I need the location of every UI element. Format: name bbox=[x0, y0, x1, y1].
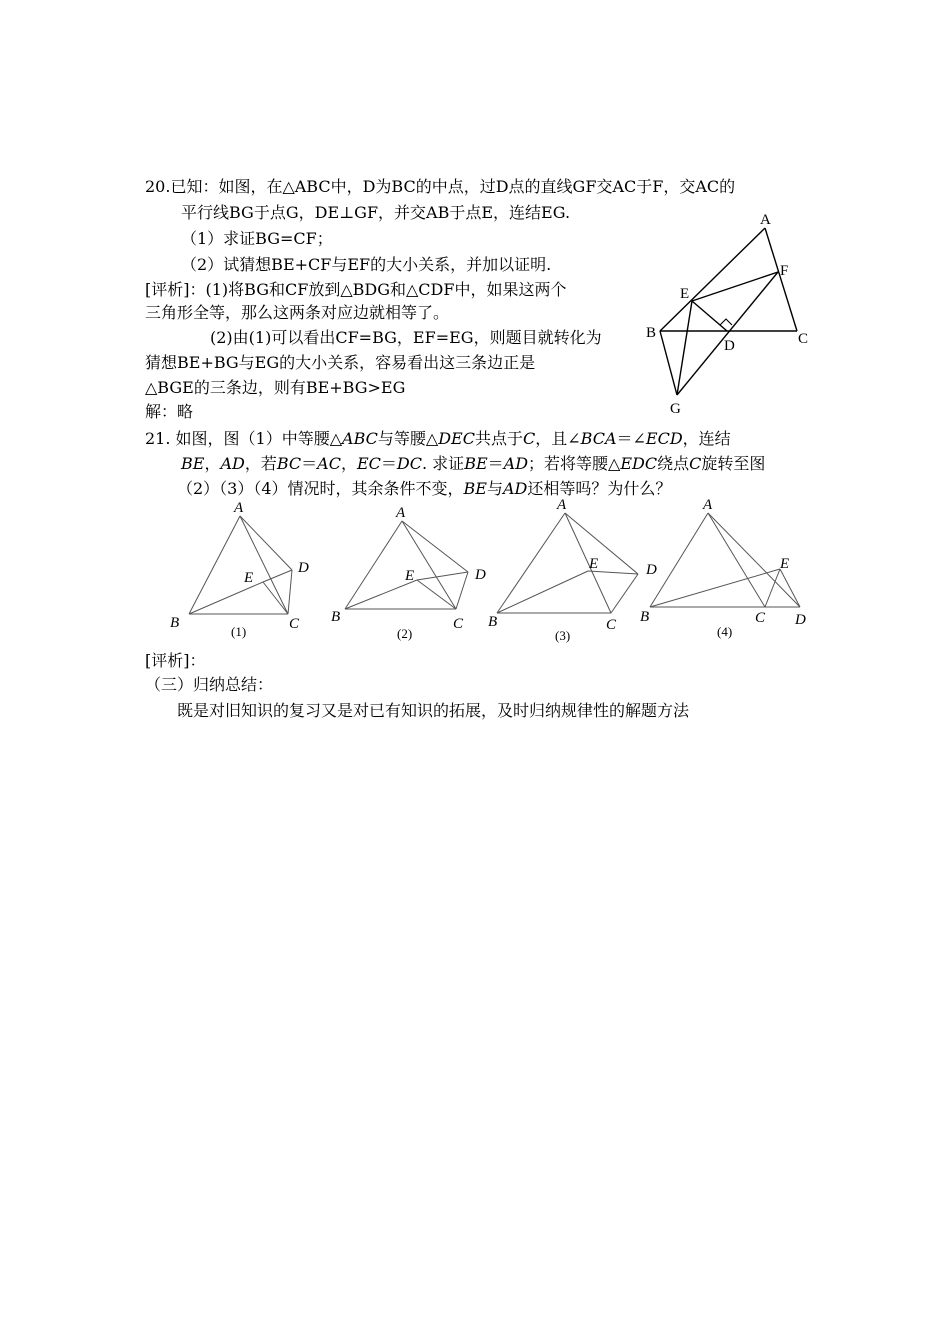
fig21-4-label-b: B bbox=[640, 609, 650, 625]
problem-20-question-1: （1）求证BG=CF； bbox=[181, 229, 333, 248]
fig20-label-g: G bbox=[670, 401, 681, 417]
problem-20-analysis-3: (2)由(1)可以看出CF=BG，EF=EG，则题目就转化为 bbox=[210, 328, 602, 347]
fig21-3-label-a: A bbox=[557, 497, 567, 513]
summary-text: 既是对旧知识的复习又是对已有知识的拓展，及时归纳规律性的解题方法 bbox=[177, 701, 690, 720]
fig20-label-e: E bbox=[680, 286, 690, 302]
fig21-1-label-d: D bbox=[298, 560, 309, 576]
problem-20-analysis-4: 猜想BE+BG与EG的大小关系，容易看出这三条边正是 bbox=[145, 353, 536, 372]
fig21-2-label-d: D bbox=[475, 567, 486, 583]
problem-20-line-2: 平行线BG于点G，DE⊥GF，并交AB于点E，连结EG. bbox=[181, 203, 571, 222]
problem-20-question-2: （2）试猜想BE+CF与EF的大小关系，并加以证明. bbox=[181, 255, 552, 274]
problem-20-line-1: 20.已知：如图，在△ABC中，D为BC的中点，过D点的直线GF交AC于F，交AC的 bbox=[145, 177, 736, 196]
fig21-2-label-e: E bbox=[405, 568, 415, 584]
fig21-1-label-e: E bbox=[244, 570, 254, 586]
fig21-4-label-d: D bbox=[795, 612, 806, 628]
fig21-2-caption: (2) bbox=[397, 626, 413, 641]
summary-heading: （三）归纳总结： bbox=[145, 675, 274, 694]
fig21-2-label-b: B bbox=[331, 609, 341, 625]
problem-21-line-3: （2）（3）（4）情况时，其余条件不变，BE与AD还相等吗？为什么？ bbox=[177, 479, 672, 498]
fig21-4-caption: (4) bbox=[717, 624, 733, 639]
problem-21-line-2: BE，AD，若BC＝AC，EC＝DC. 求证BE＝AD；若将等腰△EDC绕点C旋转至图 bbox=[181, 454, 766, 473]
fig21-1-label-a: A bbox=[234, 500, 244, 516]
problem-20-analysis-1: [评析]：(1)将BG和CF放到△BDG和△CDF中，如果这两个 bbox=[145, 280, 567, 299]
fig21-3-caption: (3) bbox=[555, 628, 571, 643]
problem-21-figure-1 bbox=[165, 498, 325, 648]
fig21-3-label-b: B bbox=[488, 614, 498, 630]
fig21-2-label-c: C bbox=[453, 616, 464, 632]
fig20-label-a: A bbox=[760, 212, 771, 228]
problem-20-analysis-5: △BGE的三条边，则有BE+BG>EG bbox=[145, 378, 406, 397]
fig21-4-label-a: A bbox=[703, 497, 713, 513]
problem-21-figure-2 bbox=[325, 498, 498, 648]
problem-21-figure-4 bbox=[635, 494, 815, 644]
problem-21-analysis: [评析]： bbox=[145, 651, 206, 670]
fig20-label-f: F bbox=[780, 263, 789, 279]
fig20-label-b: B bbox=[646, 325, 657, 341]
problem-20-figure bbox=[640, 205, 815, 420]
fig21-3-label-e: E bbox=[589, 556, 599, 572]
fig21-4-label-c: C bbox=[755, 610, 766, 626]
fig21-1-label-c: C bbox=[289, 616, 300, 632]
fig21-3-label-d: D bbox=[646, 562, 657, 578]
fig21-1-caption: (1) bbox=[231, 624, 247, 639]
fig20-label-d: D bbox=[724, 338, 735, 354]
problem-20-analysis-2: 三角形全等，那么这两条对应边就相等了。 bbox=[145, 303, 450, 322]
fig21-4-label-e: E bbox=[780, 556, 790, 572]
fig21-2-label-a: A bbox=[396, 505, 406, 521]
fig20-label-c: C bbox=[798, 331, 809, 347]
fig21-3-label-c: C bbox=[606, 617, 617, 633]
problem-21-line-1: 21. 如图，图（1）中等腰△ABC与等腰△DEC共点于C，且∠BCA＝∠ECD，连结 bbox=[145, 429, 731, 448]
fig21-1-label-b: B bbox=[170, 615, 180, 631]
problem-20-solution: 解：略 bbox=[145, 402, 194, 421]
